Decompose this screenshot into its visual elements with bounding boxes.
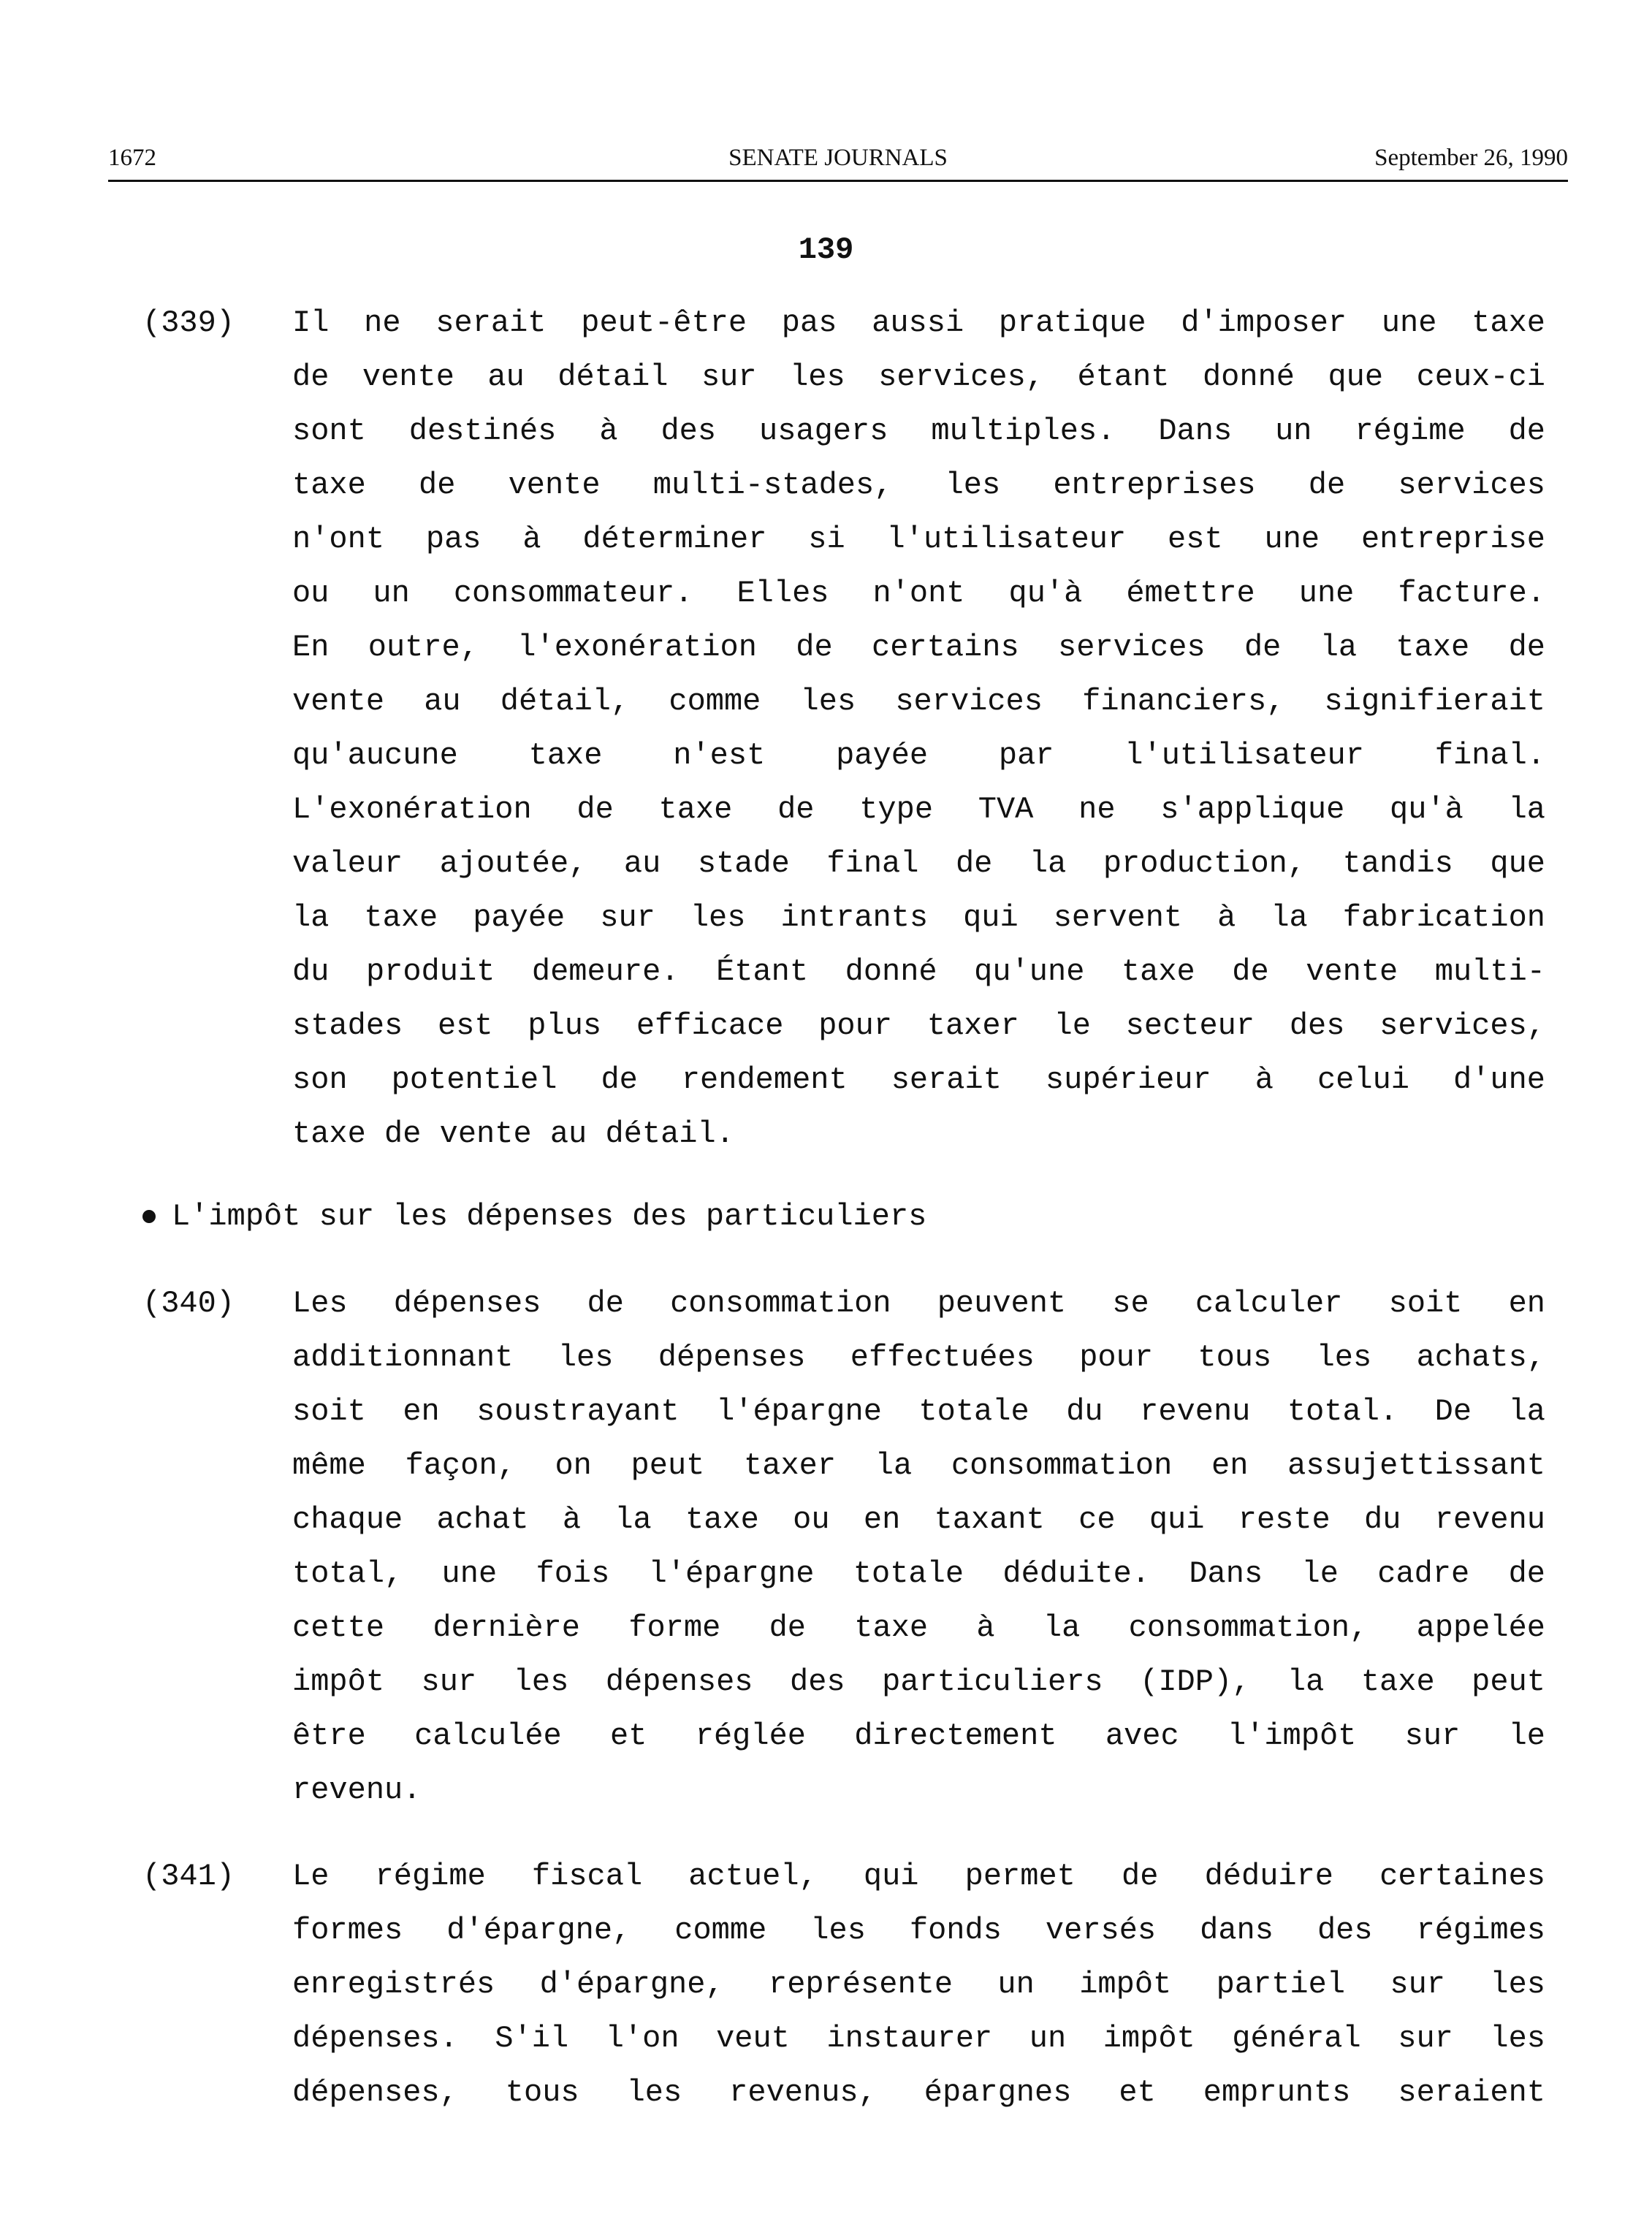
text-line: Les dépenses de consommation peuvent se calculer soit en <box>292 1286 1545 1321</box>
text-line: Le régime fiscal actuel, qui permet de déduire certaines <box>292 1859 1545 1894</box>
paragraph-text <box>292 1276 1545 1817</box>
text-line: qu'aucune taxe n'est payée par l'utilisateur final. <box>292 738 1545 773</box>
text-line: taxe de vente au détail. <box>292 1116 734 1151</box>
paragraph-341 <box>142 1849 1545 2120</box>
header-title: SENATE JOURNALS <box>728 145 948 171</box>
text-line: formes d'épargne, comme les fonds versés dans des régimes <box>292 1913 1545 1948</box>
text-line: additionnant les dépenses effectuées pour tous les achats, <box>292 1340 1545 1375</box>
paragraph-340 <box>142 1276 1545 1817</box>
text-line: cette dernière forme de taxe à la consommation, appelée <box>292 1610 1545 1645</box>
text-line: taxe de vente multi-stades, les entreprises de services <box>292 468 1545 503</box>
paragraph-339 <box>142 296 1545 1161</box>
bullet-icon <box>142 1210 156 1223</box>
text-line: chaque achat à la taxe ou en taxant ce qui reste du revenu <box>292 1502 1545 1537</box>
section-heading <box>142 1195 926 1238</box>
text-line: valeur ajoutée, au stade final de la production, tandis que <box>292 846 1545 881</box>
text-line: impôt sur les dépenses des particuliers (IDP), la taxe peut <box>292 1664 1545 1699</box>
text-line: du produit demeure. Étant donné qu'une taxe de vente multi- <box>292 954 1545 989</box>
paragraph-number: (340) <box>142 1286 235 1321</box>
text-line: son potentiel de rendement serait supérieur à celui d'une <box>292 1062 1545 1097</box>
paragraph-number: (341) <box>142 1859 235 1894</box>
text-line: enregistrés d'épargne, représente un impôt partiel sur les <box>292 1967 1545 2002</box>
text-line: être calculée et réglée directement avec l'impôt sur le <box>292 1718 1545 1754</box>
text-line: vente au détail, comme les services financiers, signifierait <box>292 684 1545 719</box>
header-page-number: 1672 <box>108 145 156 171</box>
document-page-number: 139 <box>798 232 854 267</box>
text-line: total, une fois l'épargne totale déduite. Dans le cadre de <box>292 1556 1545 1591</box>
paragraph-text <box>292 1849 1545 2120</box>
text-line: Il ne serait peut-être pas aussi pratique d'imposer une taxe <box>292 305 1545 340</box>
text-line: de vente au détail sur les services, étant donné que ceux-ci <box>292 359 1545 395</box>
text-line: ou un consommateur. Elles n'ont qu'à émettre une facture. <box>292 576 1545 611</box>
text-line: stades est plus efficace pour taxer le secteur des services, <box>292 1008 1545 1043</box>
text-line: En outre, l'exonération de certains services de la taxe de <box>292 630 1545 665</box>
running-header <box>108 145 1568 182</box>
section-heading-text: L'impôt sur les dépenses des particuliers <box>172 1199 927 1234</box>
text-line: même façon, on peut taxer la consommation en assujettissant <box>292 1448 1545 1483</box>
text-line: la taxe payée sur les intrants qui servent à la fabrication <box>292 900 1545 935</box>
paragraph-number: (339) <box>142 305 235 340</box>
header-date: September 26, 1990 <box>1374 145 1568 171</box>
text-line: revenu. <box>292 1773 422 1808</box>
text-line: dépenses, tous les revenus, épargnes et emprunts seraient <box>292 2075 1545 2110</box>
text-line: L'exonération de taxe de type TVA ne s'applique qu'à la <box>292 792 1545 827</box>
text-line: soit en soustrayant l'épargne totale du revenu total. De la <box>292 1394 1545 1429</box>
text-line: n'ont pas à déterminer si l'utilisateur est une entreprise <box>292 522 1545 557</box>
text-line: dépenses. S'il l'on veut instaurer un impôt général sur les <box>292 2021 1545 2056</box>
paragraph-text <box>292 296 1545 1161</box>
text-line: sont destinés à des usagers multiples. Dans un régime de <box>292 414 1545 449</box>
